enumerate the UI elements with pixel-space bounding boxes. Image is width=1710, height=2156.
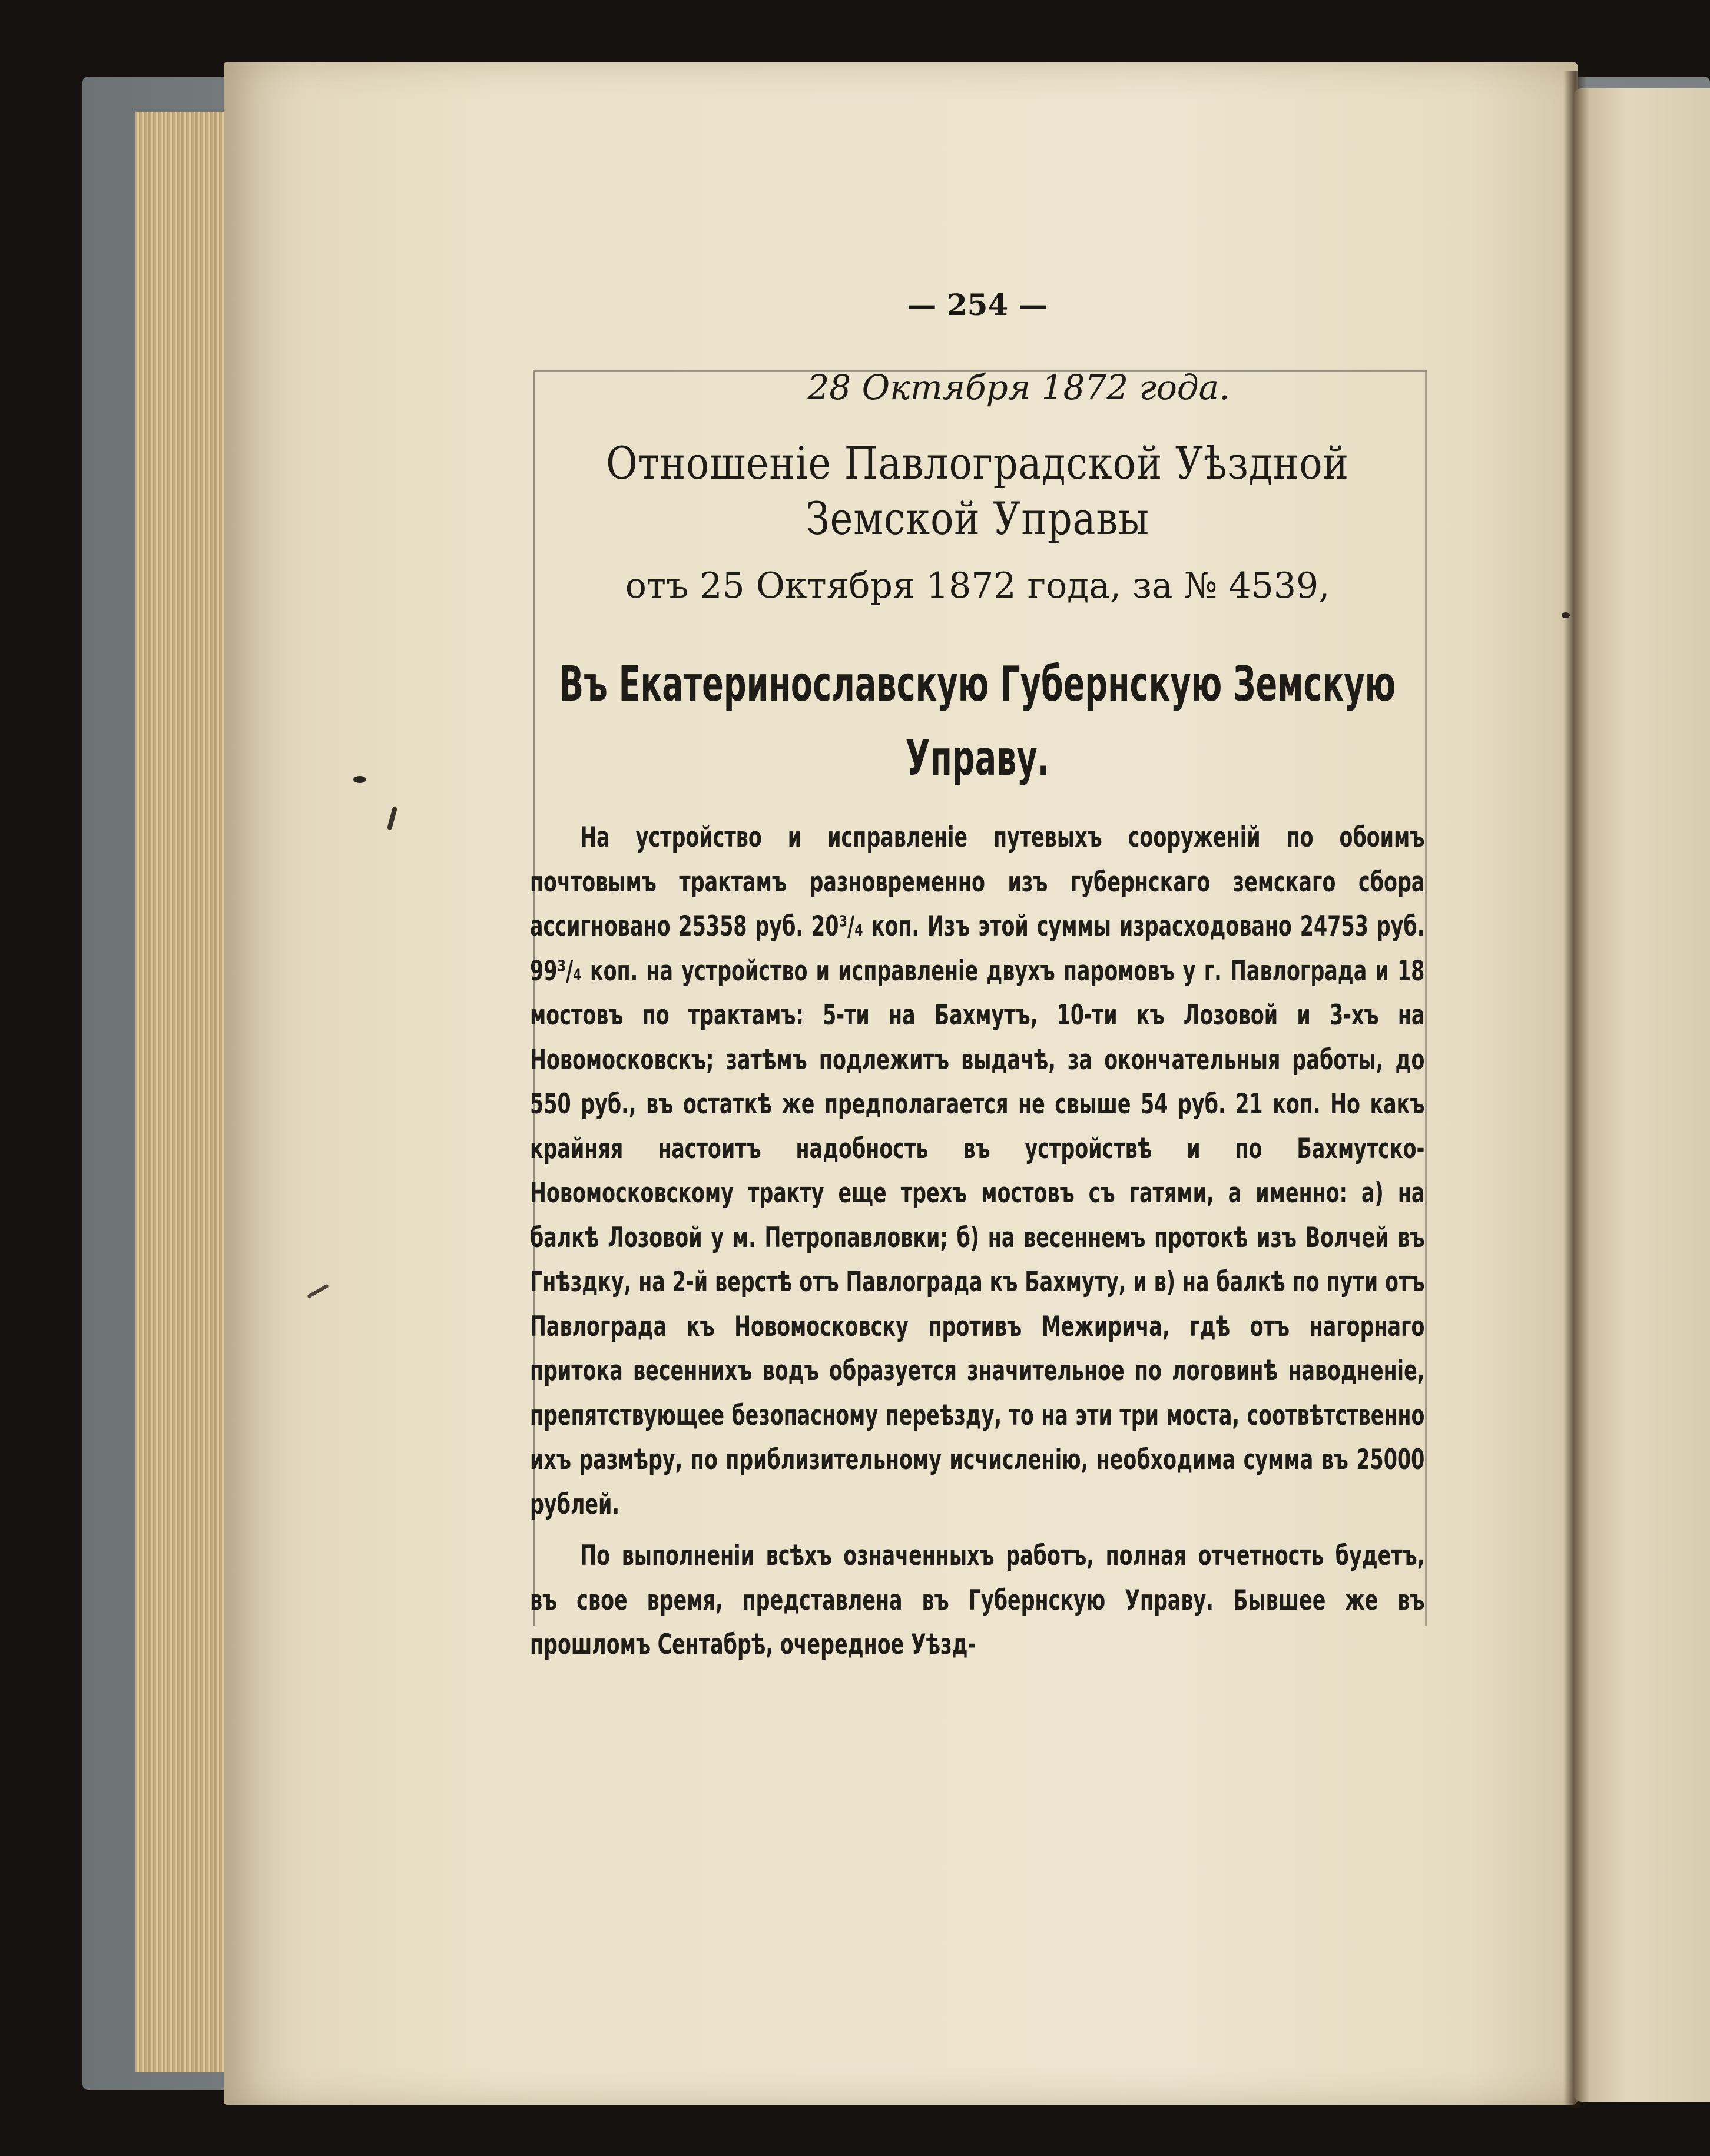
addressee-line-2: Управу. xyxy=(905,731,1050,787)
letter-title-line-2: Земской Управы xyxy=(806,492,1149,545)
body-paragraph-2: По выполненіи всѣхъ означенныхъ работъ, полная отчетность будетъ, въ свое время, представлена въ Губернскую Управу. Бывшее же въ прошломъ Сентабрѣ, очередное Уѣзд- xyxy=(530,1540,1425,1661)
letter-title xyxy=(592,436,1362,546)
document-date: 28 Октября 1872 года. xyxy=(807,367,1230,407)
next-page-edge xyxy=(1573,88,1710,2102)
page-number: — 254 — xyxy=(907,287,1048,322)
addressee-heading xyxy=(531,648,1424,796)
letter-body xyxy=(530,815,1424,1667)
addressee-line-1: Въ Екатеринославскую Губернскую Земскую xyxy=(559,656,1396,712)
ink-speck xyxy=(353,776,366,783)
body-paragraph-1: На устройство и исправленіе путевыхъ сооруженій по обоимъ почтовымъ трактамъ разновременно изъ губернскаго земскаго сбора ассигновано 25358 руб. 20³/₄ коп. Изъ этой суммы израсходовано 24753 руб. 99³/₄ коп. на устройство и исправленіе двухъ паромовъ у г. Павлограда и 18 мостовъ по трактамъ: 5-ти на Бахмутъ, 10-ти къ Лозовой и 3-хъ на Новомосковскъ; затѣмъ подлежитъ выдачѣ, за окончательныя работы, до 550 руб., въ остаткѣ же предполагается не свыше 54 руб. 21 коп. Но какъ крайняя настоитъ надобность въ устройствѣ и по Бахмутско-Новомосковскому тракту еще трехъ мостовъ съ гатями, а именно: а) на балкѣ Лозовой у м. Петропавловки; б) на весеннемъ протокѣ изъ Волчей въ Гнѣздку, на 2-й верстѣ отъ Павлограда къ Бахмуту, и в) на балкѣ по пути отъ Павлограда къ Новомосковску противъ Межирича, гдѣ отъ нагорнаго притока весеннихъ водъ образуется значительное по логовинѣ наводненіе, препятствующее безопасному переѣзду, то на эти три моста, соотвѣтственно ихъ размѣру, по приблизительному исчисленію, необходима сумма въ 25000 рублей. xyxy=(530,821,1425,1521)
ink-speck xyxy=(1562,612,1570,618)
letter-reference: отъ 25 Октября 1872 года, за № 4539, xyxy=(625,565,1330,606)
letter-title-line-1: Отношеніе Павлоградской Уѣздной xyxy=(606,437,1349,489)
